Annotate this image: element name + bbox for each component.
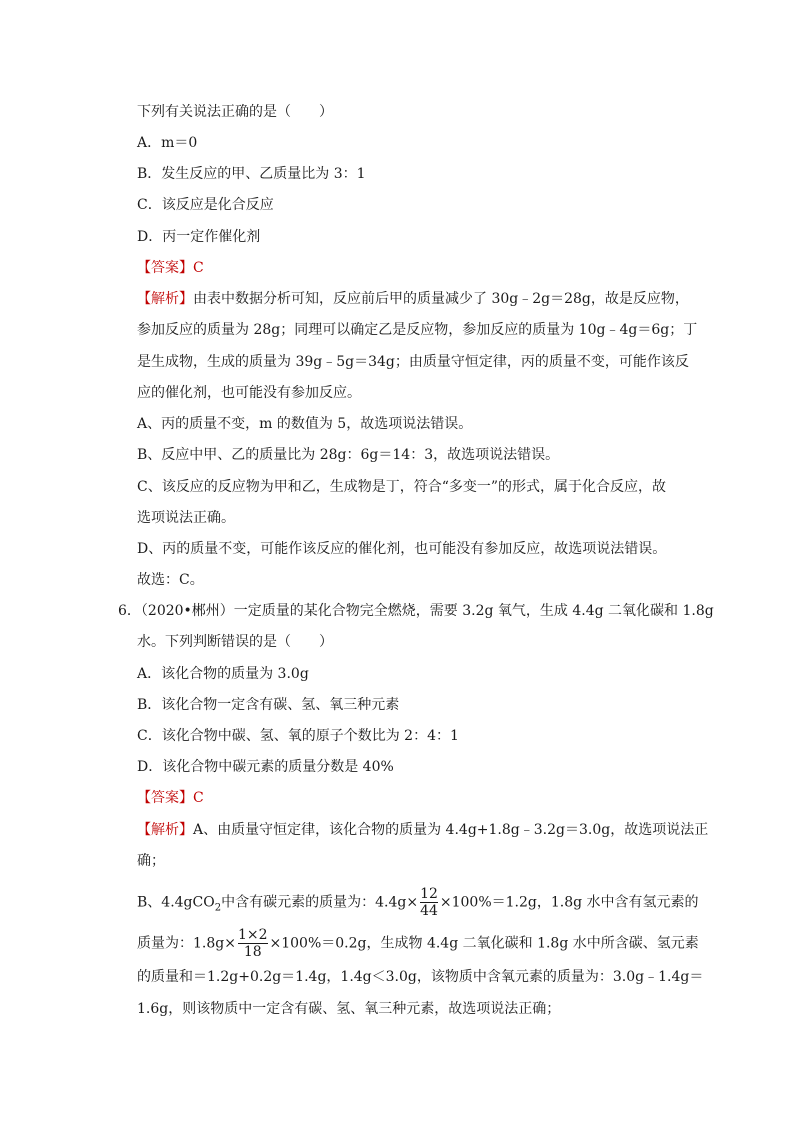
fraction-12-44 (420, 886, 438, 919)
q5-answer (137, 258, 204, 278)
q5-option-b: B．发生反应的甲、乙质量比为 3：1 (137, 166, 366, 182)
q5-option-d: D．丙一定作催化剂 (137, 229, 261, 245)
q6-analysis-line-1 (137, 820, 708, 840)
q5-analysis-line-3: 是生成物，生成的质量为 39g﹣5g＝34g；由质量守恒定律，丙的质量不变，可能作该反 (137, 354, 689, 370)
b-text-pre: 质量为：1.8g× (137, 935, 236, 952)
subscript: 2 (214, 902, 222, 914)
fraction-1x2-18 (238, 927, 268, 960)
b-text-pre: B、4.4gCO (137, 894, 215, 911)
q5-detail-d: D、丙的质量不变，可能作该反应的催化剂，也可能没有参加反应，故选项说法错误。 (137, 541, 667, 557)
q6-option-d: D．该化合物中碳元素的质量分数是 40% (137, 759, 394, 775)
b-text-mid: 中含有碳元素的质量为：4.4g× (221, 894, 419, 911)
fraction-denominator: 44 (420, 903, 438, 919)
q5-analysis-line-2: 参加反应的质量为 28g；同理可以确定乙是反应物，参加反应的质量为 10g﹣4g＝6g；丁 (137, 322, 698, 338)
q6-b-line-4: 1.6g，则该物质中一定含有碳、氢、氧三种元素，故选项说法正确； (137, 1001, 561, 1017)
q6-stem-line-1: 6．（2020•郴州）一定质量的某化合物完全燃烧，需要 3.2g 氧气，生成 4.4g 二氧化碳和 1.8g (118, 603, 714, 619)
q5-option-a: A．m＝0 (137, 135, 198, 151)
q6-option-c: C．该化合物中碳、氢、氧的原子个数比为 2：4：1 (137, 728, 459, 744)
answer-label: 【答案】 (137, 790, 193, 806)
answer-value: C (193, 260, 204, 276)
q5-detail-c-2: 选项说法正确。 (137, 510, 235, 526)
q5-stem: 下列有关说法正确的是（ ） (137, 104, 333, 120)
q5-conclusion: 故选：C。 (137, 572, 204, 588)
q5-detail-a: A、丙的质量不变，m 的数值为 5，故选项说法错误。 (137, 416, 473, 432)
q5-detail-b: B、反应中甲、乙的质量比为 28g：6g＝14：3，故选项说法错误。 (137, 447, 560, 463)
q6-b-line-2 (137, 927, 699, 960)
q5-option-c: C．该反应是化合反应 (137, 197, 274, 213)
b-text-post: ×100%＝0.2g，生成物 4.4g 二氧化碳和 1.8g 水中所含碳、氢元素 (269, 935, 699, 952)
analysis-label: 【解析】 (137, 291, 193, 307)
q6-b-line-3: 的质量和＝1.2g+0.2g＝1.4g，1.4g＜3.0g，该物质中含氧元素的质量为：3.0g﹣1.4g＝ (137, 969, 704, 985)
q6-b-line-1 (137, 886, 699, 919)
b-text-post: ×100%＝1.2g，1.8g 水中含有氢元素的 (439, 894, 699, 911)
q6-option-a: A．该化合物的质量为 3.0g (137, 666, 309, 682)
analysis-text: A、由质量守恒定律，该化合物的质量为 4.4g+1.8g﹣3.2g＝3.0g，故选项说法正 (193, 822, 709, 838)
q6-option-b: B．该化合物一定含有碳、氢、氧三种元素 (137, 697, 400, 713)
analysis-label: 【解析】 (137, 822, 193, 838)
answer-label: 【答案】 (137, 260, 193, 276)
q6-stem-line-2: 水。下列判断错误的是（ ） (137, 634, 333, 650)
fraction-denominator: 18 (243, 944, 262, 960)
answer-value: C (193, 790, 204, 806)
q6-answer (137, 788, 204, 808)
q5-analysis-line-1 (137, 289, 689, 309)
q5-analysis-line-4: 应的催化剂，也可能没有参加反应。 (137, 385, 361, 401)
fraction-numerator: 1×2 (237, 927, 268, 943)
q6-analysis-line-2: 确； (137, 853, 165, 869)
analysis-text: 由表中数据分析可知，反应前后甲的质量减少了 30g﹣2g＝28g，故是反应物， (193, 291, 689, 307)
q5-detail-c-1: C、该反应的反应物为甲和乙，生成物是丁，符合“多变一”的形式，属于化合反应，故 (137, 479, 667, 495)
fraction-numerator: 12 (420, 886, 438, 902)
